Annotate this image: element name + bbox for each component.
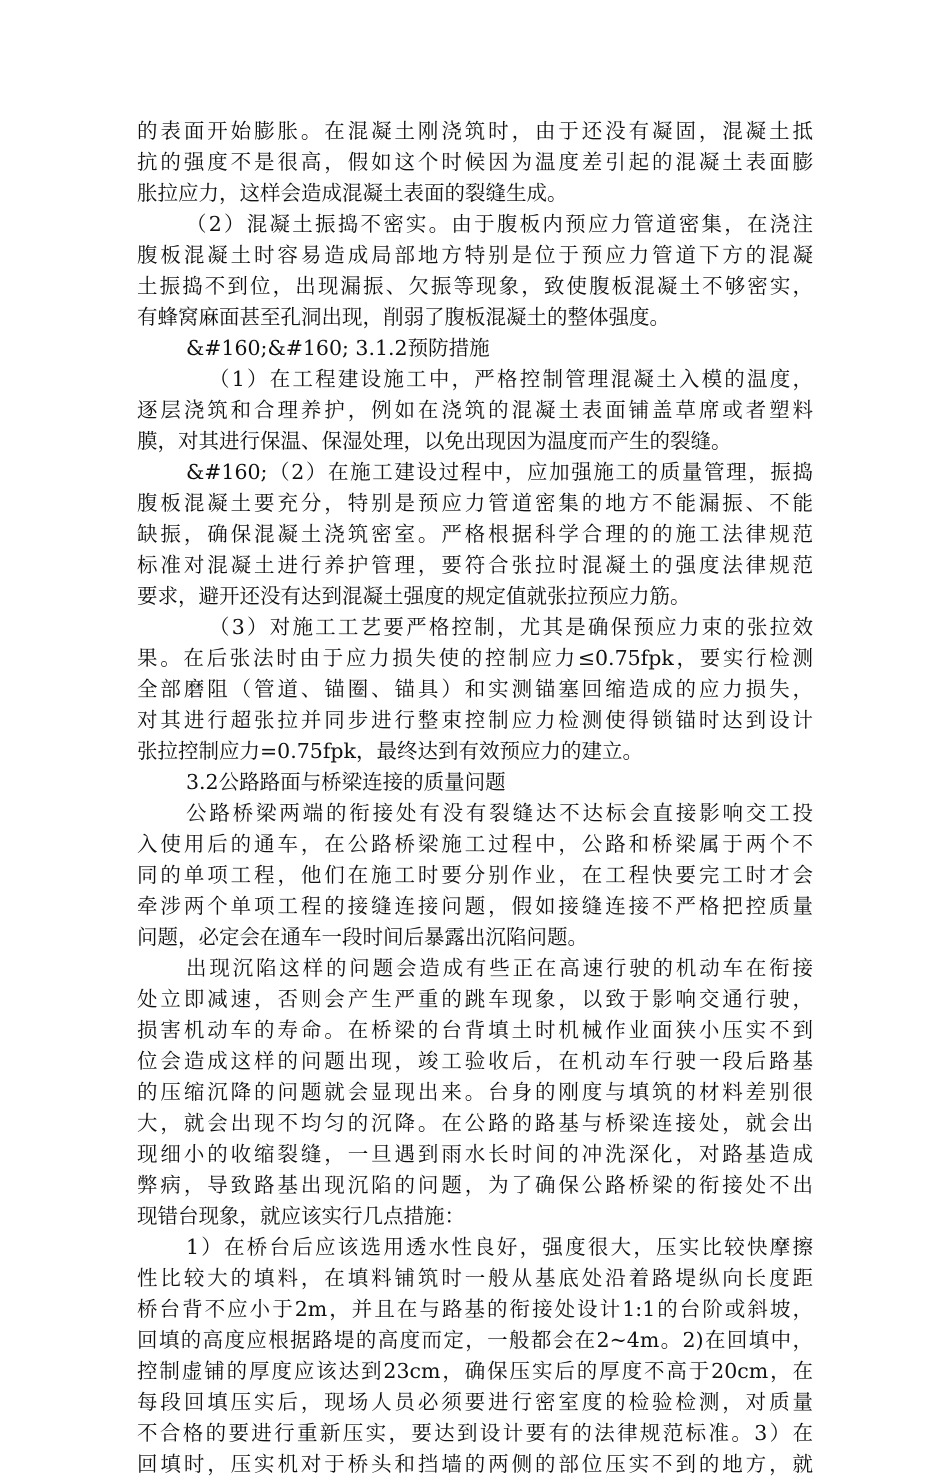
text-line: 缺振，确保混凝土浇筑密室。严格根据科学合理的的施工法律规范: [137, 522, 813, 546]
text-line: 的表面开始膨胀。在混凝土刚浇筑时，由于还没有凝固，混凝土抵: [137, 119, 813, 143]
text-line: 果。在后张法时由于应力损失使的控制应力≤0.75fpk，要实行检测: [137, 646, 813, 670]
text-line: 对其进行超张拉并同步进行整束控制应力检测使得锁锚时达到设计: [137, 708, 813, 732]
text-line: 土振捣不到位，出现漏振、欠振等现象，致使腹板混凝土不够密实，: [137, 274, 813, 298]
text-line: 1）在桥台后应该选用透水性良好，强度很大，压实比较快摩擦: [186, 1235, 813, 1259]
text-line: 损害机动车的寿命。在桥梁的台背填土时机械作业面狭小压实不到: [137, 1018, 813, 1042]
text-line: 抗的强度不是很高，假如这个时候因为温度差引起的混凝土表面膨: [137, 150, 813, 174]
text-line: 腹板混凝土时容易造成局部地方特别是位于预应力管道下方的混凝: [137, 243, 813, 267]
text-line: 逐层浇筑和合理养护，例如在浇筑的混凝土表面铺盖草席或者塑料: [137, 398, 813, 422]
text-line: 张拉控制应力=0.75fpk，最终达到有效预应力的建立。: [137, 739, 643, 763]
text-line: 回填时，压实机对于桥头和挡墙的两侧的部位压实不到的地方，就: [137, 1452, 813, 1476]
text-line: 问题，必定会在通车一段时间后暴露出沉陷问题。: [137, 925, 588, 949]
text-line: 位会造成这样的问题出现，竣工验收后，在机动车行驶一段后路基: [137, 1049, 813, 1073]
text-line: 性比较大的填料，在填料铺筑时一般从基底处沿着路堤纵向长度距: [137, 1266, 813, 1290]
text-line: 标准对混凝土进行养护管理，要符合张拉时混凝土的强度法律规范: [137, 553, 813, 577]
text-line: （1）在工程建设施工中，严格控制管理混凝土入模的温度，: [209, 367, 813, 391]
text-line: 同的单项工程，他们在施工时要分别作业，在工程快要完工时才会: [137, 863, 813, 887]
document-body: [137, 116, 813, 1480]
text-line: 回填的高度应根据路堤的高度而定，一般都会在2~4m。2)在回填中，: [137, 1328, 813, 1352]
text-line: 全部磨阻（管道、锚圈、锚具）和实测锚塞回缩造成的应力损失，: [137, 677, 813, 701]
text-line: 有蜂窝麻面甚至孔洞出现，削弱了腹板混凝土的整体强度。: [137, 305, 670, 329]
text-line: 每段回填压实后，现场人员必须要进行密室度的检验检测，对质量: [137, 1390, 813, 1414]
text-line: 大，就会出现不均匀的沉降。在公路的路基与桥梁连接处，就会出: [137, 1111, 813, 1135]
text-line: 出现沉陷这样的问题会造成有些正在高速行驶的机动车在衔接: [186, 956, 813, 980]
text-line: 胀拉应力，这样会造成混凝土表面的裂缝生成。: [137, 181, 568, 205]
text-line: 处立即减速，否则会产生严重的跳车现象，以致于影响交通行驶，: [137, 987, 813, 1011]
text-line: 桥台背不应小于2m，并且在与路基的衔接处设计1:1的台阶或斜坡，: [137, 1297, 813, 1321]
text-line: （2）混凝土振捣不密实。由于腹板内预应力管道密集，在浇注: [186, 212, 813, 236]
text-line: 入使用后的通车，在公路桥梁施工过程中，公路和桥梁属于两个不: [137, 832, 813, 856]
text-line: 不合格的要进行重新压实，要达到设计要有的法律规范标准。3）在: [137, 1421, 813, 1445]
text-line: 腹板混凝土要充分，特别是预应力管道密集的地方不能漏振、不能: [137, 491, 813, 515]
section-heading: 3.2公路路面与桥梁连接的质量问题: [186, 770, 506, 794]
text-line: 控制虚铺的厚度应该达到23cm，确保压实后的厚度不高于20cm，在: [137, 1359, 813, 1383]
text-line: 公路桥梁两端的衔接处有没有裂缝达不达标会直接影响交工投: [186, 801, 813, 825]
text-line: 弊病，导致路基出现沉陷的问题，为了确保公路桥梁的衔接处不出: [137, 1173, 813, 1197]
text-line: 现错台现象，就应该实行几点措施：: [137, 1204, 465, 1228]
section-heading: &#160;&#160; 3.1.2预防措施: [186, 336, 490, 360]
text-line: 要求，避开还没有达到混凝土强度的规定值就张拉预应力筋。: [137, 584, 691, 608]
text-line: 牵涉两个单项工程的接缝连接问题，假如接缝连接不严格把控质量: [137, 894, 813, 918]
text-line: 的压缩沉降的问题就会显现出来。台身的刚度与填筑的材料差别很: [137, 1080, 813, 1104]
text-line: &#160;（2）在施工建设过程中，应加强施工的质量管理，振捣: [186, 460, 813, 484]
text-line: 现细小的收缩裂缝，一旦遇到雨水长时间的冲洗深化，对路基造成: [137, 1142, 813, 1166]
text-line: 膜，对其进行保温、保湿处理，以免出现因为温度而产生的裂缝。: [137, 429, 732, 453]
text-line: （3）对施工工艺要严格控制，尤其是确保预应力束的张拉效: [209, 615, 813, 639]
